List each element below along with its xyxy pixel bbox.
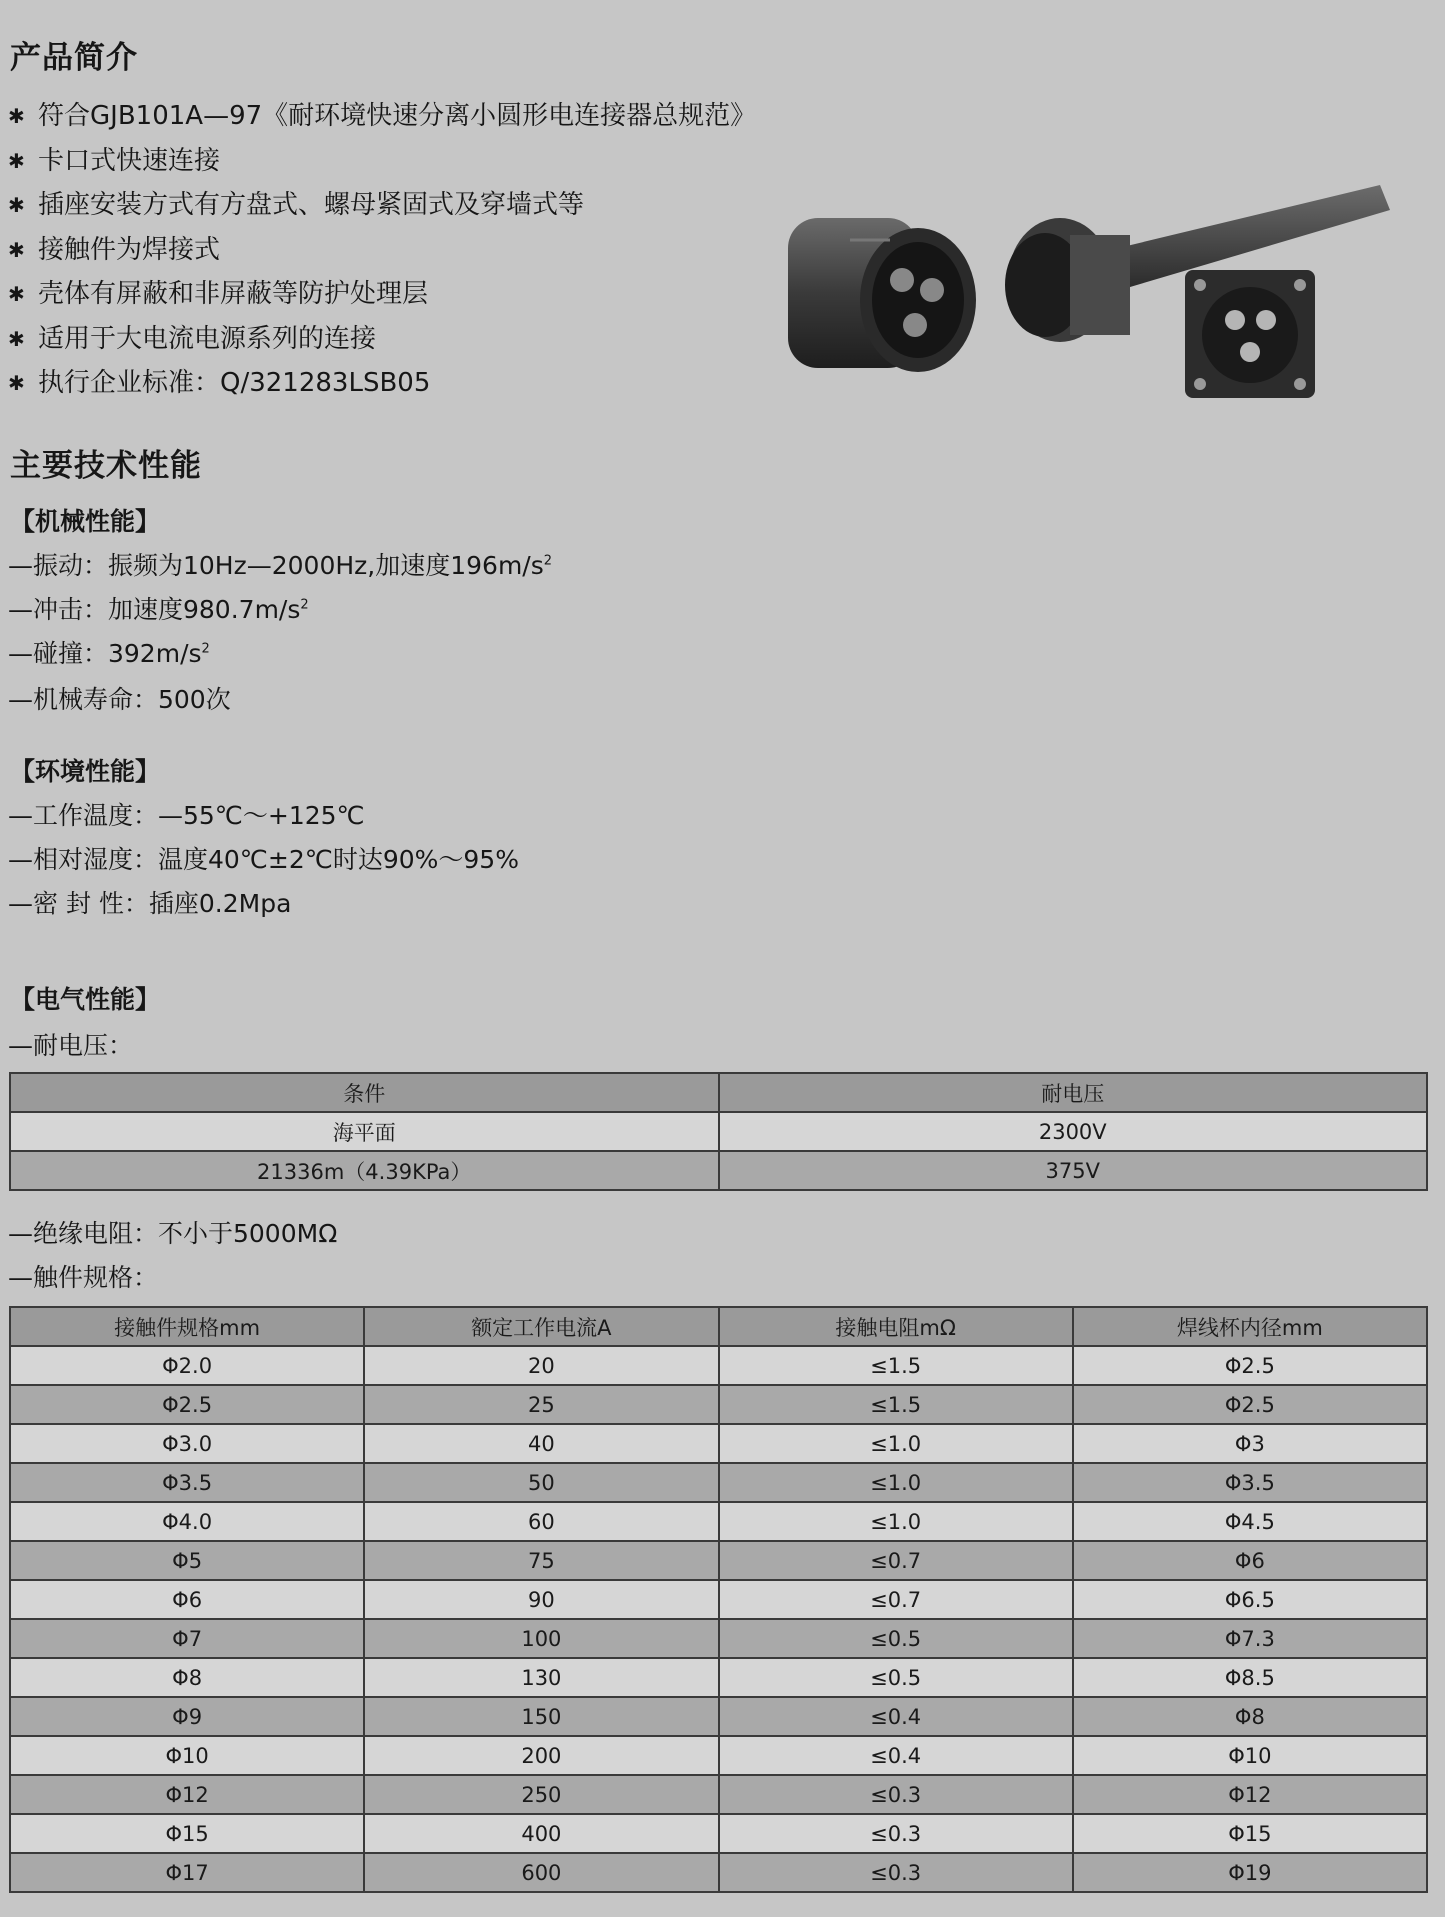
vibration-text: —振动：振频为10Hz—2000Hz,加速度196m/s bbox=[8, 551, 544, 580]
column-header: 焊线杯内径mm bbox=[1073, 1307, 1427, 1346]
list-item bbox=[8, 317, 756, 362]
table-cell: 90 bbox=[364, 1580, 718, 1619]
table-cell: 100 bbox=[364, 1619, 718, 1658]
table-cell: 2300V bbox=[719, 1112, 1428, 1151]
table-cell: ≤0.7 bbox=[719, 1541, 1073, 1580]
mechanical-life-line: —机械寿命：500次 bbox=[8, 685, 231, 714]
table-cell: Φ8 bbox=[1073, 1697, 1427, 1736]
connector-product-photo bbox=[770, 180, 1410, 420]
table-cell: Φ19 bbox=[1073, 1853, 1427, 1892]
table-cell: 25 bbox=[364, 1385, 718, 1424]
table-cell: Φ10 bbox=[10, 1736, 364, 1775]
contact-spec-label: —触件规格： bbox=[8, 1263, 159, 1292]
table-cell: Φ12 bbox=[1073, 1775, 1427, 1814]
plug-connector bbox=[788, 218, 976, 372]
table-header-row bbox=[10, 1073, 1427, 1112]
vibration-line bbox=[8, 546, 552, 582]
table-row bbox=[10, 1853, 1427, 1892]
table-cell: Φ12 bbox=[10, 1775, 364, 1814]
table-cell: ≤1.0 bbox=[719, 1502, 1073, 1541]
bullet-star-icon: ✱ bbox=[8, 371, 25, 395]
table-cell: ≤0.3 bbox=[719, 1775, 1073, 1814]
table-cell: 海平面 bbox=[10, 1112, 719, 1151]
table-header-row bbox=[10, 1307, 1427, 1346]
table-cell: Φ2.5 bbox=[1073, 1385, 1427, 1424]
table-cell: ≤0.5 bbox=[719, 1658, 1073, 1697]
bump-text: —碰撞：392m/s bbox=[8, 639, 202, 668]
table-cell: Φ3.5 bbox=[1073, 1463, 1427, 1502]
table-cell: 20 bbox=[364, 1346, 718, 1385]
column-header: 条件 bbox=[10, 1073, 719, 1112]
table-cell: 150 bbox=[364, 1697, 718, 1736]
column-header: 耐电压 bbox=[719, 1073, 1428, 1112]
table-cell: ≤0.3 bbox=[719, 1853, 1073, 1892]
withstand-voltage-table bbox=[9, 1072, 1428, 1191]
electrical-heading: 【电气性能】 bbox=[10, 985, 161, 1014]
table-cell: 75 bbox=[364, 1541, 718, 1580]
table-cell: Φ7 bbox=[10, 1619, 364, 1658]
bump-line bbox=[8, 634, 210, 670]
bullet-text: 接触件为焊接式 bbox=[38, 234, 221, 265]
bullet-star-icon: ✱ bbox=[8, 326, 25, 351]
list-item bbox=[8, 361, 756, 406]
product-intro-title: 产品简介 bbox=[10, 40, 138, 76]
table-cell: Φ2.5 bbox=[1073, 1346, 1427, 1385]
table-cell: Φ10 bbox=[1073, 1736, 1427, 1775]
table-row bbox=[10, 1619, 1427, 1658]
humidity-line: —相对湿度：温度40℃±2℃时达90%～95% bbox=[8, 845, 519, 874]
table-row bbox=[10, 1697, 1427, 1736]
table-cell: ≤0.7 bbox=[719, 1580, 1073, 1619]
table-cell: Φ9 bbox=[10, 1697, 364, 1736]
table-row bbox=[10, 1463, 1427, 1502]
bullet-text: 符合GJB101A—97《耐环境快速分离小圆形电连接器总规范》 bbox=[38, 101, 757, 131]
table-row bbox=[10, 1112, 1427, 1151]
table-cell: ≤0.4 bbox=[719, 1697, 1073, 1736]
bullet-star-icon: ✱ bbox=[8, 104, 25, 128]
bullet-star-icon: ✱ bbox=[8, 193, 25, 217]
bullet-star-icon: ✱ bbox=[8, 282, 25, 306]
table-cell: 40 bbox=[364, 1424, 718, 1463]
shock-text: —冲击：加速度980.7m/s bbox=[8, 595, 301, 624]
table-cell: 250 bbox=[364, 1775, 718, 1814]
table-row bbox=[10, 1346, 1427, 1385]
column-header: 接触电阻mΩ bbox=[719, 1307, 1073, 1346]
square-flange-socket bbox=[1185, 270, 1315, 398]
table-cell: 400 bbox=[364, 1814, 718, 1853]
table-cell: Φ8.5 bbox=[1073, 1658, 1427, 1697]
list-item bbox=[8, 139, 756, 184]
insulation-resistance-line: —绝缘电阻：不小于5000MΩ bbox=[8, 1219, 338, 1248]
list-item bbox=[8, 94, 756, 139]
intro-bullet-list bbox=[8, 94, 756, 406]
table-row bbox=[10, 1658, 1427, 1697]
table-cell: Φ17 bbox=[10, 1853, 364, 1892]
table-row bbox=[10, 1775, 1427, 1814]
table-cell: Φ3.0 bbox=[10, 1424, 364, 1463]
column-header: 额定工作电流A bbox=[364, 1307, 718, 1346]
table-row bbox=[10, 1580, 1427, 1619]
bullet-star-icon: ✱ bbox=[8, 148, 25, 173]
contact-spec-table bbox=[9, 1306, 1428, 1893]
table-row bbox=[10, 1151, 1427, 1190]
table-cell: 375V bbox=[719, 1151, 1428, 1190]
table-cell: Φ4.5 bbox=[1073, 1502, 1427, 1541]
table-cell: Φ5 bbox=[10, 1541, 364, 1580]
table-row bbox=[10, 1736, 1427, 1775]
table-cell: ≤1.5 bbox=[719, 1346, 1073, 1385]
table-row bbox=[10, 1814, 1427, 1853]
table-row bbox=[10, 1424, 1427, 1463]
table-cell: ≤1.0 bbox=[719, 1424, 1073, 1463]
table-cell: 50 bbox=[364, 1463, 718, 1502]
table-cell: Φ6.5 bbox=[1073, 1580, 1427, 1619]
bullet-star-icon: ✱ bbox=[8, 237, 25, 262]
bullet-text: 卡口式快速连接 bbox=[38, 145, 221, 176]
table-row bbox=[10, 1502, 1427, 1541]
table-cell: Φ15 bbox=[10, 1814, 364, 1853]
table-cell: Φ6 bbox=[10, 1580, 364, 1619]
table-cell: ≤1.5 bbox=[719, 1385, 1073, 1424]
table-cell: Φ15 bbox=[1073, 1814, 1427, 1853]
table-cell: Φ6 bbox=[1073, 1541, 1427, 1580]
shock-line bbox=[8, 590, 309, 626]
bullet-text: 适用于大电流电源系列的连接 bbox=[38, 323, 377, 354]
list-item bbox=[8, 183, 756, 228]
table-cell: 21336m（4.39KPa） bbox=[10, 1151, 719, 1190]
table-cell: Φ2.0 bbox=[10, 1346, 364, 1385]
table-cell: Φ2.5 bbox=[10, 1385, 364, 1424]
mechanical-heading: 【机械性能】 bbox=[10, 507, 161, 536]
temperature-line: —工作温度：—55℃～+125℃ bbox=[8, 801, 365, 830]
superscript: 2 bbox=[543, 553, 553, 569]
table-cell: 600 bbox=[364, 1853, 718, 1892]
table-cell: 130 bbox=[364, 1658, 718, 1697]
table-cell: ≤0.4 bbox=[719, 1736, 1073, 1775]
table-row bbox=[10, 1385, 1427, 1424]
table-cell: Φ7.3 bbox=[1073, 1619, 1427, 1658]
bullet-text: 插座安装方式有方盘式、螺母紧固式及穿墙式等 bbox=[38, 190, 585, 220]
table-cell: Φ3 bbox=[1073, 1424, 1427, 1463]
withstand-voltage-label: —耐电压： bbox=[8, 1031, 134, 1060]
table-cell: ≤0.5 bbox=[719, 1619, 1073, 1658]
table-row bbox=[10, 1541, 1427, 1580]
table-cell: 60 bbox=[364, 1502, 718, 1541]
list-item bbox=[8, 272, 756, 317]
table-cell: Φ8 bbox=[10, 1658, 364, 1697]
environment-heading: 【环境性能】 bbox=[10, 757, 161, 786]
superscript: 2 bbox=[201, 641, 210, 657]
bullet-text: 执行企业标准：Q/321283LSB05 bbox=[38, 368, 431, 398]
table-cell: Φ4.0 bbox=[10, 1502, 364, 1541]
bullet-text: 壳体有屏蔽和非屏蔽等防护处理层 bbox=[38, 279, 429, 309]
sealing-line: —密 封 性：插座0.2Mpa bbox=[8, 889, 292, 918]
table-cell: ≤0.3 bbox=[719, 1814, 1073, 1853]
list-item bbox=[8, 228, 756, 273]
column-header: 接触件规格mm bbox=[10, 1307, 364, 1346]
superscript: 2 bbox=[300, 597, 309, 613]
main-tech-performance-title: 主要技术性能 bbox=[10, 448, 202, 484]
table-cell: 200 bbox=[364, 1736, 718, 1775]
table-cell: Φ3.5 bbox=[10, 1463, 364, 1502]
table-cell: ≤1.0 bbox=[719, 1463, 1073, 1502]
